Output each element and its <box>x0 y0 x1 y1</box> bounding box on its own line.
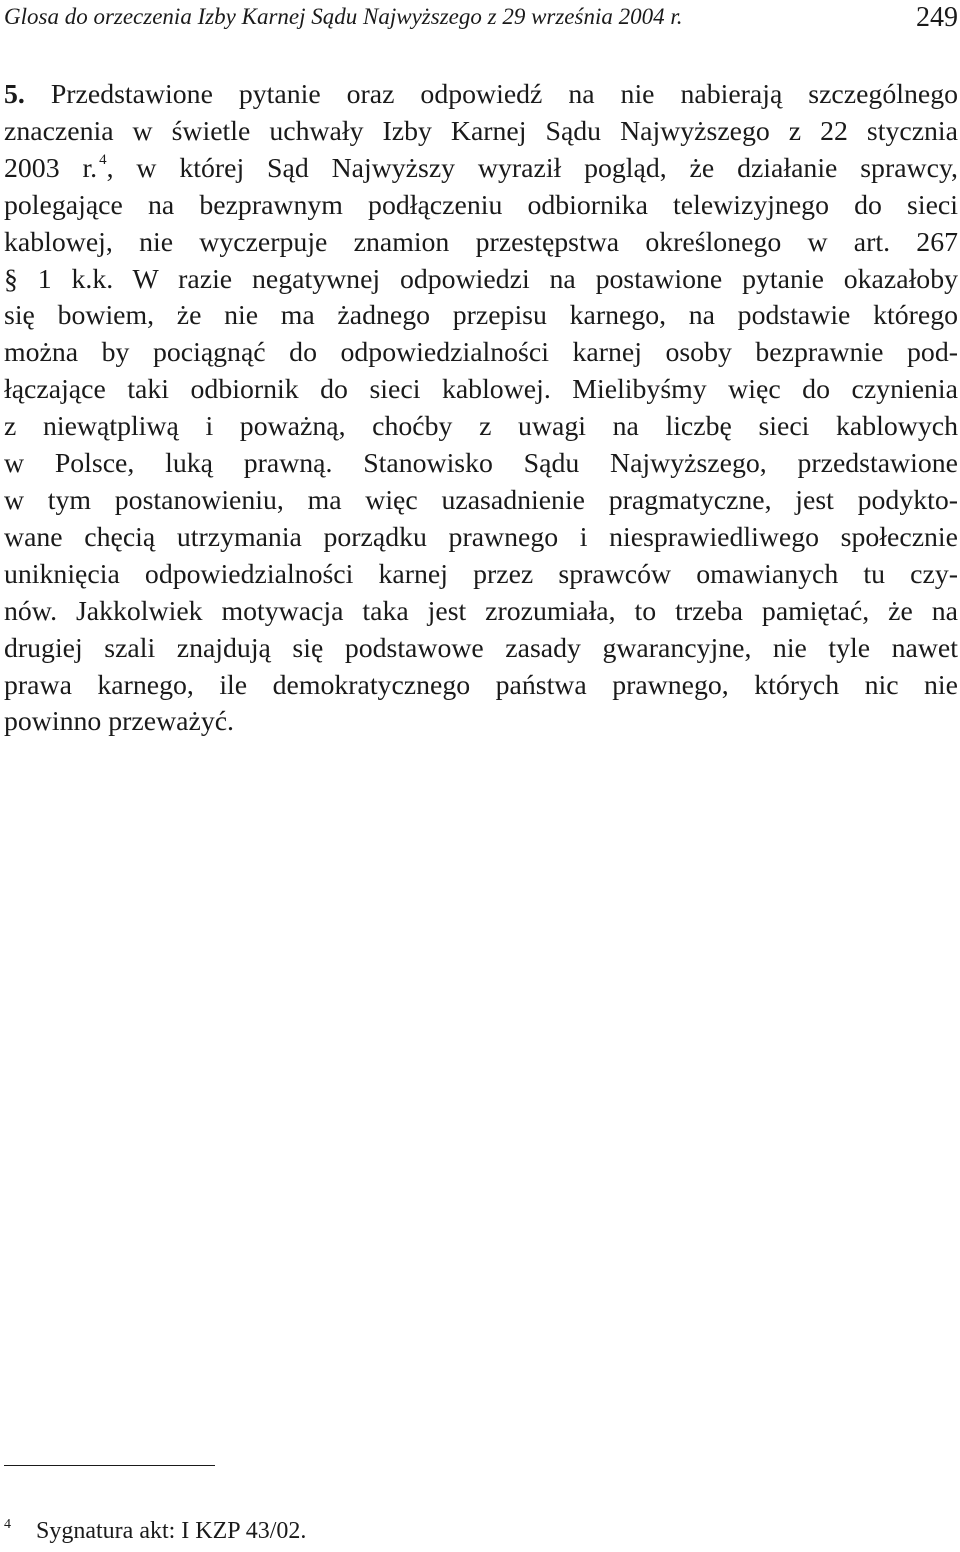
footnote: 4 Sygnatura akt: I KZP 43/02. <box>4 1517 307 1544</box>
text-line <box>4 151 958 188</box>
text-line: uniknięcia odpowiedzialności karnej przez sprawców omawianych tu czy- <box>4 558 958 590</box>
running-header <box>4 2 958 38</box>
text-line-content: , w której Sąd Najwyższy wyraził pogląd, że działanie sprawcy, <box>106 152 959 184</box>
text-line: znaczenia w świetle uchwały Izby Karnej Sądu Najwyższego z 22 stycznia <box>4 115 958 147</box>
text-line: drugiej szali znajdują się podstawowe zasady gwarancyjne, nie tyle nawet <box>4 632 958 664</box>
text-line: łączające taki odbiornik do sieci kablowej. Mielibyśmy więc do czynienia <box>4 374 958 406</box>
text-line: kablowej, nie wyczerpuje znamion przestępstwa określonego w art. 267 <box>4 226 958 258</box>
text-line: § 1 k.k. W razie negatywnej odpowiedzi na postawione pytanie okazałoby <box>4 263 958 295</box>
text-line-content: 2003 r. <box>4 152 98 184</box>
text-line: nów. Jakkolwiek motywacja taka jest zrozumiała, to trzeba pamiętać, że na <box>4 595 958 627</box>
text-line: można by pociągnąć do odpowiedzialności karnej osoby bezprawnie pod- <box>4 337 958 369</box>
footnote-separator <box>4 1465 215 1466</box>
text-line <box>4 77 958 114</box>
text-line: w Polsce, luką prawną. Stanowisko Sądu Najwyższego, przedstawione <box>4 448 958 480</box>
section-number: 5. <box>4 79 25 110</box>
text-line: się bowiem, że nie ma żadnego przepisu karnego, na podstawie którego <box>4 300 958 332</box>
text-line-content: Przedstawione pytanie oraz odpowiedź na nie nabierają szczególnego <box>24 79 958 110</box>
page-number: 249 <box>916 2 958 33</box>
text-line: z niewątpliwą i poważną, choćby z uwagi na liczbę sieci kablowych <box>4 411 958 443</box>
footnote-text: Sygnatura akt: I KZP 43/02. <box>36 1518 307 1544</box>
text-line: prawa karnego, ile demokratycznego państwa prawnego, których nic nie <box>4 669 958 701</box>
running-title: Glosa do orzeczenia Izby Karnej Sądu Najwyższego z 29 września 2004 r. <box>4 4 683 29</box>
text-line: powinno przeważyć. <box>4 706 235 738</box>
footnote-reference[interactable]: 4 <box>99 151 107 168</box>
text-line: polegające na bezprawnym podłączeniu odbiornika telewizyjnego do sieci <box>4 189 958 221</box>
text-line: wane chęcią utrzymania porządku prawnego i niesprawiedliwego społecznie <box>4 521 958 553</box>
body-paragraph <box>4 77 958 741</box>
text-line: w tym postanowieniu, ma więc uzasadnienie pragmatyczne, jest podykto- <box>4 484 958 516</box>
